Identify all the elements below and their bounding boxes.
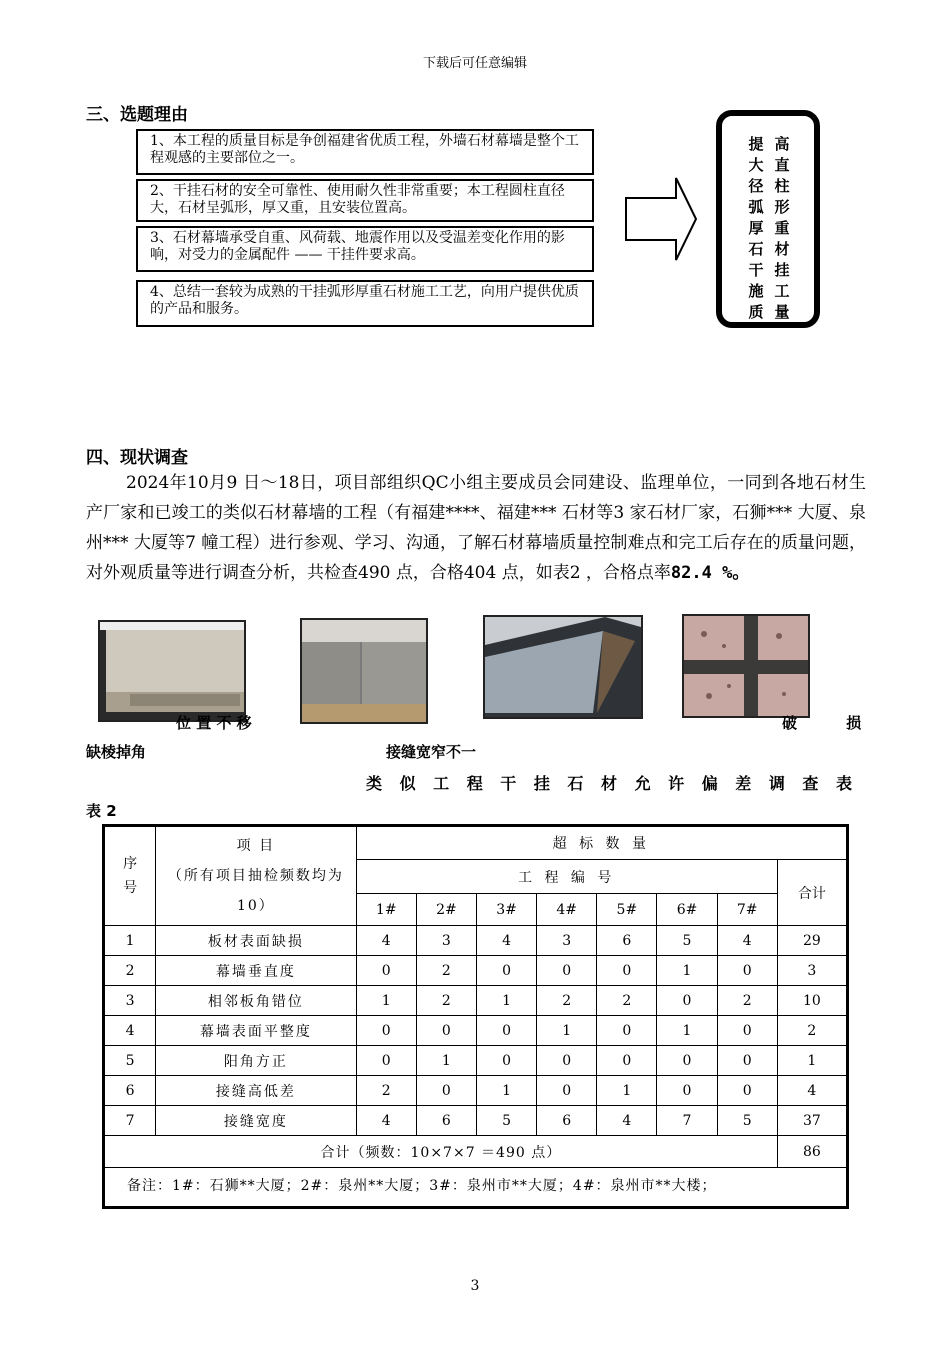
table-row bbox=[104, 926, 848, 956]
row-value: 4 bbox=[597, 1106, 657, 1136]
row-item: 阳角方正 bbox=[156, 1046, 357, 1076]
row-item: 幕墙表面平整度 bbox=[156, 1016, 357, 1046]
row-seq: 6 bbox=[104, 1076, 156, 1106]
row-value: 0 bbox=[657, 1046, 717, 1076]
survey-paragraph: 2024年10月9 日～18日，项目部组织QC小组主要成员会同建设、监理单位，一同到各地石材生产厂家和已竣工的类似石材幕墙的工程（有福建****、福建*** 石材等3 家石材厂家，石狮*** 大厦、泉州*** 大厦等7 幢工程）进行参观、学习、沟通，了解石材幕墙质量控制难点和完工后存在的质量问题，对外观质量等进行调查分析，共检查490 点，合格404 点，如表2 ，合格点率82.4 %。 bbox=[86, 473, 866, 583]
photo-joint-width bbox=[300, 618, 428, 724]
row-value: 4 bbox=[356, 926, 416, 956]
photo-missing-corner bbox=[483, 615, 643, 719]
row-value: 7 bbox=[657, 1106, 717, 1136]
row-value: 3 bbox=[416, 926, 476, 956]
reason-3: 3、石材幕墙承受自重、风荷载、地震作用以及受温差变化作用的影响，对受力的金属配件 —— 干挂件要求高。 bbox=[136, 226, 594, 272]
row-value: 0 bbox=[717, 1076, 777, 1106]
reason-1: 1、本工程的质量目标是争创福建省优质工程，外墙石材幕墙是整个工程观感的主要部位之一。 bbox=[136, 129, 594, 175]
row-value: 1 bbox=[597, 1076, 657, 1106]
row-total: 10 bbox=[777, 986, 847, 1016]
photo-damage bbox=[682, 614, 810, 718]
sum-label: 合计（频数：10×7×7 ＝490 点） bbox=[104, 1136, 778, 1168]
row-value: 0 bbox=[597, 1016, 657, 1046]
header-exceed: 超 标 数 量 bbox=[356, 826, 847, 860]
row-value: 0 bbox=[657, 1076, 717, 1106]
row-value: 2 bbox=[356, 1076, 416, 1106]
row-seq: 4 bbox=[104, 1016, 156, 1046]
row-seq: 5 bbox=[104, 1046, 156, 1076]
table-row bbox=[104, 1046, 848, 1076]
row-total: 2 bbox=[777, 1016, 847, 1046]
caption-displacement: 位 置 不 移 bbox=[176, 714, 252, 732]
row-total: 3 bbox=[777, 956, 847, 986]
row-value: 6 bbox=[537, 1106, 597, 1136]
sum-total: 86 bbox=[777, 1136, 847, 1168]
header-note: 下载后可任意编辑 bbox=[422, 56, 527, 71]
deviation-survey-table bbox=[102, 824, 849, 1209]
row-value: 0 bbox=[356, 1016, 416, 1046]
header-seq: 序号 bbox=[104, 826, 156, 926]
row-value: 0 bbox=[657, 986, 717, 1016]
table-title: 类 似 工 程 干 挂 石 材 允 许 偏 差 调 查 表 bbox=[366, 774, 858, 793]
row-value: 2 bbox=[537, 986, 597, 1016]
row-value: 0 bbox=[356, 956, 416, 986]
table-label: 表 2 bbox=[86, 802, 117, 820]
row-total: 29 bbox=[777, 926, 847, 956]
row-seq: 3 bbox=[104, 986, 156, 1016]
row-value: 0 bbox=[476, 1016, 536, 1046]
data-rows bbox=[104, 926, 848, 1136]
project-col-header: 6# bbox=[657, 894, 717, 926]
row-value: 4 bbox=[476, 926, 536, 956]
row-value: 2 bbox=[597, 986, 657, 1016]
row-value: 0 bbox=[537, 1046, 597, 1076]
row-value: 0 bbox=[717, 956, 777, 986]
row-value: 1 bbox=[356, 986, 416, 1016]
row-value: 0 bbox=[537, 1076, 597, 1106]
row-value: 1 bbox=[476, 986, 536, 1016]
row-item: 幕墙垂直度 bbox=[156, 956, 357, 986]
row-item: 接缝宽度 bbox=[156, 1106, 357, 1136]
table-row bbox=[104, 1076, 848, 1106]
row-value: 4 bbox=[717, 926, 777, 956]
row-value: 0 bbox=[356, 1046, 416, 1076]
row-value: 6 bbox=[416, 1106, 476, 1136]
caption-joint-width: 接缝宽窄不一 bbox=[386, 743, 477, 761]
row-item: 板材表面缺损 bbox=[156, 926, 357, 956]
table-note: 备注：1#：石狮**大厦；2#：泉州**大厦；3#：泉州市**大厦；4#：泉州市**大楼； bbox=[104, 1168, 848, 1208]
row-value: 2 bbox=[416, 986, 476, 1016]
table-row bbox=[104, 956, 848, 986]
row-seq: 7 bbox=[104, 1106, 156, 1136]
row-value: 1 bbox=[657, 1016, 717, 1046]
row-value: 0 bbox=[476, 1046, 536, 1076]
page-number: 3 bbox=[470, 1278, 480, 1294]
row-item: 接缝高低差 bbox=[156, 1076, 357, 1106]
table-row bbox=[104, 1016, 848, 1046]
caption-missing-corner: 缺棱掉角 bbox=[86, 743, 147, 761]
project-col-header: 5# bbox=[597, 894, 657, 926]
row-value: 0 bbox=[717, 1046, 777, 1076]
project-col-header: 3# bbox=[476, 894, 536, 926]
header-total: 合计 bbox=[777, 860, 847, 926]
header-project: 工 程 编 号 bbox=[356, 860, 777, 894]
project-col-header: 1# bbox=[356, 894, 416, 926]
row-value: 6 bbox=[597, 926, 657, 956]
row-value: 0 bbox=[717, 1016, 777, 1046]
row-value: 1 bbox=[657, 956, 717, 986]
row-total: 4 bbox=[777, 1076, 847, 1106]
caption-damage: 破 损 bbox=[782, 714, 862, 732]
row-value: 0 bbox=[476, 956, 536, 986]
goal-column-left: 提 大 径 弧 厚 石 干 施 质 bbox=[748, 135, 764, 321]
photo-displacement bbox=[98, 620, 246, 722]
goal-box bbox=[716, 110, 820, 328]
row-total: 37 bbox=[777, 1106, 847, 1136]
reason-2: 2、干挂石材的安全可靠性、使用耐久性非常重要；本工程圆柱直径大，石材呈弧形，厚又重，且安装位置高。 bbox=[136, 179, 594, 222]
reason-4: 4、总结一套较为成熟的干挂弧形厚重石材施工工艺，向用户提供优质的产品和服务。 bbox=[136, 280, 594, 327]
project-col-header: 7# bbox=[717, 894, 777, 926]
row-value: 0 bbox=[597, 956, 657, 986]
row-value: 5 bbox=[476, 1106, 536, 1136]
row-value: 0 bbox=[597, 1046, 657, 1076]
row-value: 4 bbox=[356, 1106, 416, 1136]
header-item: 项 目 （所有项目抽检频数均为10） bbox=[156, 826, 357, 926]
row-value: 1 bbox=[416, 1046, 476, 1076]
row-value: 0 bbox=[416, 1016, 476, 1046]
table-row bbox=[104, 1106, 848, 1136]
row-value: 1 bbox=[537, 1016, 597, 1046]
row-value: 5 bbox=[657, 926, 717, 956]
row-seq: 1 bbox=[104, 926, 156, 956]
row-value: 3 bbox=[537, 926, 597, 956]
row-value: 1 bbox=[476, 1076, 536, 1106]
row-value: 0 bbox=[416, 1076, 476, 1106]
row-total: 1 bbox=[777, 1046, 847, 1076]
project-col-header: 2# bbox=[416, 894, 476, 926]
row-value: 0 bbox=[537, 956, 597, 986]
table-row bbox=[104, 986, 848, 1016]
row-value: 2 bbox=[717, 986, 777, 1016]
goal-column-right: 高 直 柱 形 重 材 挂 工 量 bbox=[774, 135, 790, 321]
row-item: 相邻板角错位 bbox=[156, 986, 357, 1016]
row-value: 2 bbox=[416, 956, 476, 986]
section3-title: 三、选题理由 bbox=[86, 105, 188, 125]
project-col-header: 4# bbox=[537, 894, 597, 926]
row-value: 5 bbox=[717, 1106, 777, 1136]
row-seq: 2 bbox=[104, 956, 156, 986]
section4-title: 四、现状调查 bbox=[86, 448, 188, 468]
right-arrow-icon bbox=[624, 176, 698, 262]
